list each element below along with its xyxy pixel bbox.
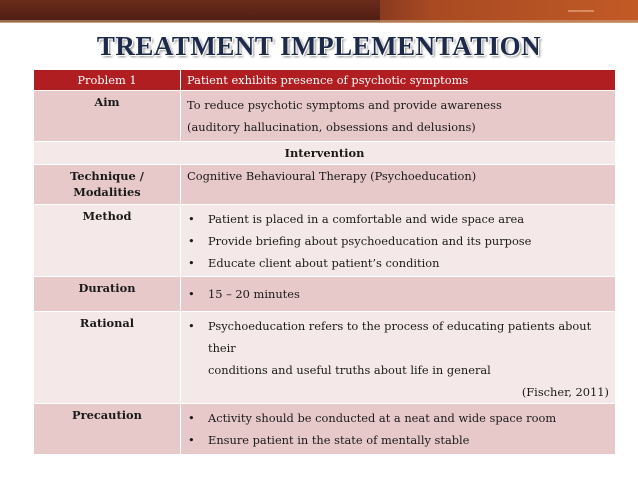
duration-row	[34, 277, 616, 312]
method-label: Method	[34, 205, 181, 277]
duration-label: Duration	[34, 277, 181, 312]
rational-label: Rational	[34, 312, 181, 404]
method-row	[34, 205, 616, 277]
intervention-heading: Intervention	[34, 142, 616, 165]
rational-citation: (Fischer, 2011)	[521, 385, 609, 399]
technique-value: Cognitive Behavioural Therapy (Psychoeducation)	[181, 165, 616, 205]
rational-row	[34, 312, 616, 404]
rational-continuation: conditions and useful truths about life in general	[208, 363, 491, 377]
treatment-table	[33, 69, 616, 455]
method-item: • Provide briefing about psychoeducation and its purpose	[187, 230, 609, 252]
precaution-item: • Activity should be conducted at a neat and wide space room	[187, 407, 609, 429]
precaution-row	[34, 404, 616, 455]
problem-value: Patient exhibits presence of psychotic symptoms	[181, 70, 616, 91]
top-banner	[0, 0, 638, 22]
banner-rule	[0, 22, 638, 23]
aim-row	[34, 91, 616, 142]
aim-label: Aim	[34, 91, 181, 142]
aim-line: To reduce psychotic symptoms and provide awareness	[187, 98, 502, 112]
slide-title: TREATMENT IMPLEMENTATION	[96, 31, 542, 61]
method-item: • Educate client about patient’s condition	[187, 252, 609, 274]
technique-label: Technique /	[70, 169, 144, 183]
aim-line: (auditory hallucination, obsessions and delusions)	[187, 120, 476, 134]
precaution-label: Precaution	[34, 404, 181, 455]
rational-bullet: • Psychoeducation refers to the process of educating patients about their	[187, 315, 609, 359]
banner-accent	[380, 0, 638, 22]
problem-row	[34, 70, 616, 91]
technique-label: Modalities	[73, 185, 141, 199]
method-item: • Patient is placed in a comfortable and wide space area	[187, 208, 609, 230]
banner-highlight	[568, 10, 594, 12]
technique-row	[34, 165, 616, 205]
duration-item: • 15 – 20 minutes	[187, 283, 609, 305]
problem-label: Problem 1	[34, 70, 181, 91]
precaution-item: • Ensure patient in the state of mentally stable	[187, 429, 609, 451]
intervention-row	[34, 142, 616, 165]
